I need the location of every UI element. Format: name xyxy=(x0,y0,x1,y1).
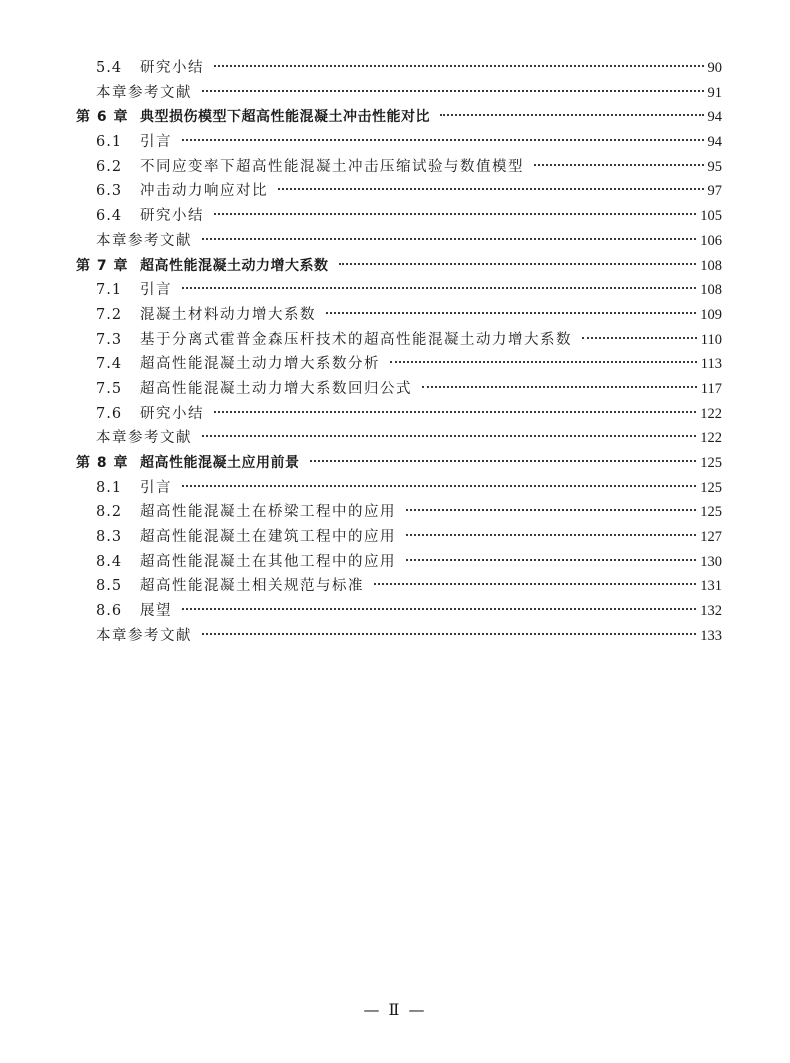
entry-title: 混凝土材料动力增大系数 xyxy=(140,306,316,323)
entry-title: 典型损伤模型下超高性能混凝土冲击性能对比 xyxy=(140,109,430,126)
entry-number: 7.3 xyxy=(96,331,123,348)
entry-page-number: 127 xyxy=(700,529,722,546)
entry-title: 基于分离式霍普金森压杆技术的超高性能混凝土动力增大系数 xyxy=(140,331,572,348)
entry-number: 8.5 xyxy=(96,578,123,595)
entry-page-number: 94 xyxy=(707,134,722,151)
entry-title: 超高性能混凝土动力增大系数回归公式 xyxy=(140,380,412,397)
entry-number: 5.4 xyxy=(96,60,123,76)
entry-page-number: 91 xyxy=(707,84,722,101)
dot-leader xyxy=(182,139,704,141)
entry-title: 本章参考文献 xyxy=(96,627,192,644)
entry-title: 研究小结 xyxy=(140,60,204,76)
dot-leader xyxy=(214,213,696,215)
entry-page-number: 125 xyxy=(700,479,722,496)
dot-leader xyxy=(390,361,697,363)
entry-title: 引言 xyxy=(140,282,172,299)
dot-leader xyxy=(182,485,696,487)
dot-leader xyxy=(202,90,704,92)
entry-page-number: 131 xyxy=(700,578,722,595)
toc-section-entry xyxy=(76,328,722,353)
entry-title: 超高性能混凝土在其他工程中的应用 xyxy=(140,553,396,570)
entry-title: 超高性能混凝土动力增大系数 xyxy=(140,257,329,274)
entry-number: 8.1 xyxy=(96,479,123,496)
toc-section-entry xyxy=(76,303,722,328)
entry-title: 引言 xyxy=(140,134,172,151)
entry-number: 8.6 xyxy=(96,603,123,620)
dot-leader xyxy=(202,633,696,635)
entry-number: 7.2 xyxy=(96,306,123,323)
dot-leader xyxy=(406,534,696,536)
page-number-footer: — Ⅱ — xyxy=(363,1000,427,1019)
entry-page-number: 97 xyxy=(707,183,722,200)
entry-title: 本章参考文献 xyxy=(96,84,192,101)
dot-leader xyxy=(374,583,696,585)
entry-title: 本章参考文献 xyxy=(96,232,192,249)
toc-references-entry xyxy=(76,81,722,106)
entry-title: 引言 xyxy=(140,479,172,496)
dot-leader xyxy=(202,435,696,437)
entry-page-number: 133 xyxy=(700,627,722,644)
entry-title: 超高性能混凝土动力增大系数分析 xyxy=(140,356,380,373)
dot-leader xyxy=(326,312,696,314)
entry-page-number: 95 xyxy=(707,158,722,175)
toc-section-entry xyxy=(76,179,722,204)
toc-section-entry xyxy=(76,525,722,550)
dot-leader xyxy=(582,337,697,339)
toc-section-entry xyxy=(76,377,722,402)
entry-number: 8.4 xyxy=(96,553,123,570)
entry-page-number: 109 xyxy=(700,306,722,323)
toc-section-entry xyxy=(76,500,722,525)
entry-page-number: 113 xyxy=(700,356,722,373)
toc-section-entry xyxy=(76,574,722,599)
toc-section-entry xyxy=(76,476,722,501)
entry-page-number: 105 xyxy=(700,208,722,225)
entry-number: 7.4 xyxy=(96,356,123,373)
entry-number: 6.4 xyxy=(96,208,123,225)
dot-leader xyxy=(182,608,696,610)
dot-leader xyxy=(534,164,704,166)
dot-leader xyxy=(440,114,704,116)
toc-references-entry xyxy=(76,229,722,254)
entry-number: 8.3 xyxy=(96,529,123,546)
table-of-contents xyxy=(76,56,722,649)
entry-number: 第 8 章 xyxy=(76,455,129,471)
entry-title: 冲击动力响应对比 xyxy=(140,183,268,200)
entry-page-number: 122 xyxy=(700,430,722,447)
entry-page-number: 122 xyxy=(700,405,722,422)
entry-number: 7.6 xyxy=(96,405,123,422)
entry-page-number: 117 xyxy=(700,380,722,397)
toc-section-entry xyxy=(76,599,722,624)
toc-references-entry xyxy=(76,426,722,451)
entry-title: 本章参考文献 xyxy=(96,430,192,447)
entry-title: 超高性能混凝土在建筑工程中的应用 xyxy=(140,529,396,546)
entry-number: 第 7 章 xyxy=(76,257,129,274)
entry-number: 6.2 xyxy=(96,158,123,175)
toc-section-entry xyxy=(76,130,722,155)
toc-chapter-entry xyxy=(76,105,722,130)
entry-number: 7.5 xyxy=(96,380,123,397)
entry-page-number: 106 xyxy=(700,232,722,249)
entry-title: 研究小结 xyxy=(140,208,204,225)
toc-section-entry xyxy=(76,155,722,180)
entry-page-number: 125 xyxy=(700,455,722,471)
entry-title: 超高性能混凝土相关规范与标准 xyxy=(140,578,364,595)
toc-section-entry xyxy=(76,402,722,427)
entry-number: 6.1 xyxy=(96,134,123,151)
entry-title: 研究小结 xyxy=(140,405,204,422)
dot-leader xyxy=(214,411,696,413)
toc-section-entry xyxy=(76,550,722,575)
entry-number: 7.1 xyxy=(96,282,123,299)
entry-page-number: 90 xyxy=(707,60,722,76)
entry-page-number: 132 xyxy=(700,603,722,620)
entry-page-number: 108 xyxy=(700,257,722,274)
toc-chapter-entry xyxy=(76,451,722,476)
entry-number: 8.2 xyxy=(96,504,123,521)
dot-leader xyxy=(278,188,704,190)
entry-page-number: 130 xyxy=(700,553,722,570)
dot-leader xyxy=(339,263,697,265)
entry-page-number: 110 xyxy=(700,331,722,348)
entry-title: 超高性能混凝土应用前景 xyxy=(140,455,300,471)
dot-leader xyxy=(406,509,696,511)
toc-section-entry xyxy=(76,204,722,229)
entry-title: 超高性能混凝土在桥梁工程中的应用 xyxy=(140,504,396,521)
dot-leader xyxy=(406,559,696,561)
entry-page-number: 125 xyxy=(700,504,722,521)
dot-leader xyxy=(182,287,696,289)
entry-number: 6.3 xyxy=(96,183,123,200)
toc-section-entry xyxy=(76,352,722,377)
toc-chapter-entry xyxy=(76,254,722,279)
dot-leader xyxy=(202,238,696,240)
dot-leader xyxy=(422,386,697,388)
toc-section-entry xyxy=(76,278,722,303)
toc-section-entry xyxy=(76,56,722,81)
dot-leader xyxy=(214,65,704,67)
entry-title: 展望 xyxy=(140,603,172,620)
entry-number: 第 6 章 xyxy=(76,109,129,126)
dot-leader xyxy=(310,460,697,462)
entry-page-number: 94 xyxy=(707,109,722,126)
entry-page-number: 108 xyxy=(700,282,722,299)
entry-title: 不同应变率下超高性能混凝土冲击压缩试验与数值模型 xyxy=(140,158,524,175)
toc-references-entry xyxy=(76,624,722,649)
